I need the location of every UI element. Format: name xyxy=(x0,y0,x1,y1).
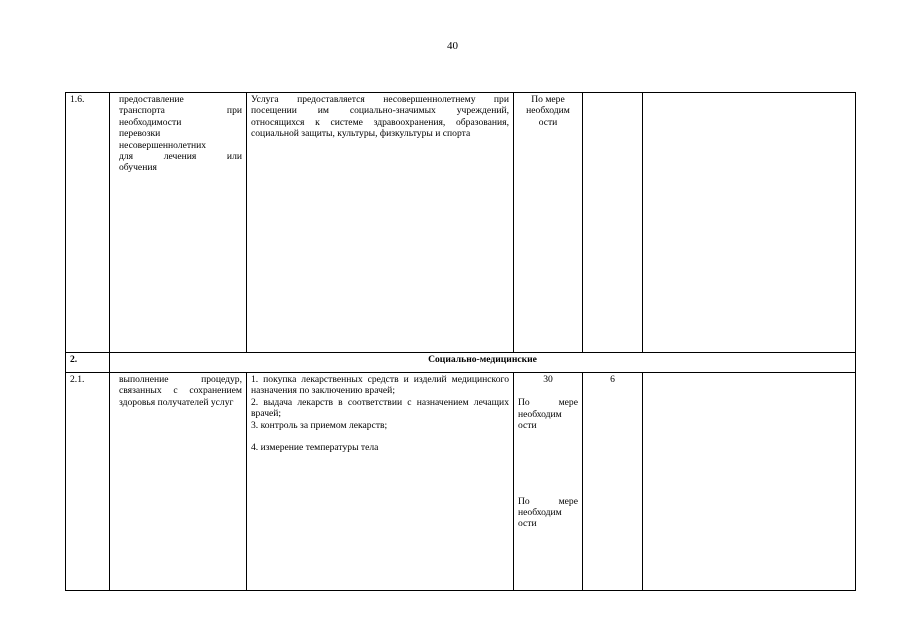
service-period xyxy=(514,373,583,591)
description-item: 4. измерение температуры тела xyxy=(251,442,379,454)
service-period xyxy=(514,93,583,353)
period-line: По мере xyxy=(518,397,578,409)
row-number: 1.6. xyxy=(66,93,110,353)
service-volume xyxy=(583,93,643,353)
period-line: ости xyxy=(518,420,537,432)
period-value: 30 xyxy=(543,374,553,385)
service-description: Услуга предоставляется несовершеннолетнему при посещении им социально-значимых учреждений, относящихся к системе здравоохранения, образования, социальной защиты, культуры, физкультуры и спорта xyxy=(247,93,514,353)
description-item: 3. контроль за приемом лекарств; xyxy=(251,419,388,431)
service-extra xyxy=(643,93,856,353)
period-line: ости xyxy=(538,116,558,128)
period-line: необходим xyxy=(526,105,570,117)
period-line: По мере xyxy=(531,94,565,105)
services-table xyxy=(65,92,856,591)
row-number: 2.1. xyxy=(66,373,110,591)
service-name: выполнение процедур, связанных с сохранением здоровья получателей услуг xyxy=(110,373,247,591)
service-line: предоставление xyxy=(119,94,184,105)
service-name xyxy=(110,93,247,353)
period-line: ости xyxy=(518,518,537,530)
period-line: необходим xyxy=(518,507,562,519)
service-line: для лечения или xyxy=(119,151,242,163)
table-row xyxy=(66,93,856,353)
period-line: По мере xyxy=(518,495,578,507)
period-line: необходим xyxy=(518,408,562,420)
section-number: 2. xyxy=(66,353,110,373)
service-line: несовершеннолетних xyxy=(119,139,207,151)
description-item: 2. выдача лекарств в соответствии с назначением лечащих врачей; xyxy=(251,396,509,420)
service-extra xyxy=(643,373,856,591)
section-title: Социально-медицинские xyxy=(110,353,856,373)
service-description xyxy=(247,373,514,591)
description-item: 1. покупка лекарственных средств и изделий медицинского назначения по заключению врачей; xyxy=(251,374,509,397)
service-line: перевозки xyxy=(119,128,161,140)
service-line: необходимости xyxy=(119,116,182,128)
service-line: обучения xyxy=(119,162,157,174)
table-row xyxy=(66,373,856,591)
section-row xyxy=(66,353,856,373)
service-line: транспорта при xyxy=(119,105,242,117)
page-number: 40 xyxy=(447,40,458,52)
service-volume: 6 xyxy=(583,373,643,591)
